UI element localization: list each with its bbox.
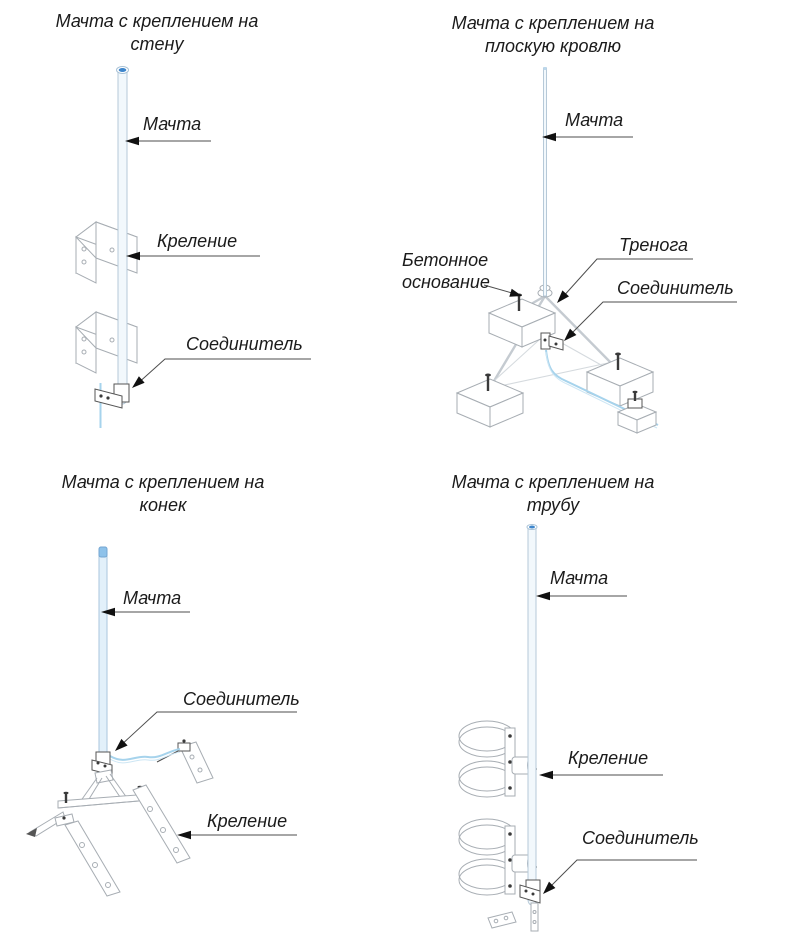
label-connector: Соединитель [582, 828, 699, 848]
title-line-2: плоскую кровлю [484, 36, 622, 56]
wall-bracket-upper [76, 222, 137, 283]
label-concrete-base-1: Бетонное [402, 250, 489, 270]
wall-mount-drawing [0, 0, 400, 460]
section-title [403, 471, 703, 517]
connector [541, 333, 563, 350]
ridge-mount-frame [26, 770, 190, 896]
mast-cap [529, 526, 535, 529]
flat-roof-mount-section [400, 0, 800, 460]
mast [527, 525, 537, 906]
pipe-clamp-upper [459, 721, 537, 797]
label-connector: Соединитель [186, 334, 303, 354]
section-title [403, 12, 703, 58]
leader-mast [101, 608, 190, 616]
title-line-1: Мачта с креплением на [451, 472, 655, 492]
label-mast: Мачта [565, 110, 624, 130]
leader-connector [132, 359, 311, 388]
pipe-mount-drawing [400, 460, 800, 944]
title-line-1: Мачта с креплением на [55, 11, 259, 31]
leader-mast [125, 137, 211, 145]
mast-cap [544, 67, 547, 70]
flat-roof-mount-drawing [400, 0, 800, 460]
leader-bracket [539, 771, 663, 779]
mast-cap [119, 68, 127, 72]
wall-bracket-lower [76, 312, 137, 373]
leader-bracket [177, 831, 297, 839]
label-mast: Мачта [123, 588, 182, 608]
title-line-2: трубу [526, 495, 580, 515]
leader-mast [536, 592, 627, 600]
concrete-base-b [457, 374, 523, 428]
leader-connector [115, 712, 297, 751]
mast [117, 67, 129, 405]
title-line-2: конек [139, 495, 187, 515]
label-tripod: Тренога [619, 235, 689, 255]
leader-connector [564, 302, 737, 341]
title-line-2: стену [130, 34, 184, 54]
label-mast: Мачта [143, 114, 202, 134]
leader-bracket [126, 252, 260, 260]
leader-mast [542, 133, 633, 141]
label-mast: Мачта [550, 568, 609, 588]
pipe-clamp-lower [459, 819, 537, 895]
label-connector: Соединитель [617, 278, 734, 298]
leader-connector [543, 860, 697, 894]
pipe-mount-section [400, 460, 800, 944]
ridge-mount-section [0, 460, 400, 944]
title-line-1: Мачта с креплением на [451, 13, 655, 33]
label-bracket: Креление [568, 748, 649, 768]
section-title [13, 471, 313, 517]
mast [544, 67, 547, 296]
wall-mount-section [0, 0, 400, 460]
section-title [7, 10, 307, 56]
title-line-1: Мачта с креплением на [61, 472, 265, 492]
label-bracket: Креление [157, 231, 238, 251]
label-concrete-base-2: основание [402, 272, 490, 292]
label-bracket: Креление [207, 811, 288, 831]
mast [99, 547, 107, 777]
concrete-base-c [587, 353, 653, 407]
detached-strap [157, 739, 213, 783]
mast-cap [99, 547, 107, 557]
label-connector: Соединитель [183, 689, 300, 709]
